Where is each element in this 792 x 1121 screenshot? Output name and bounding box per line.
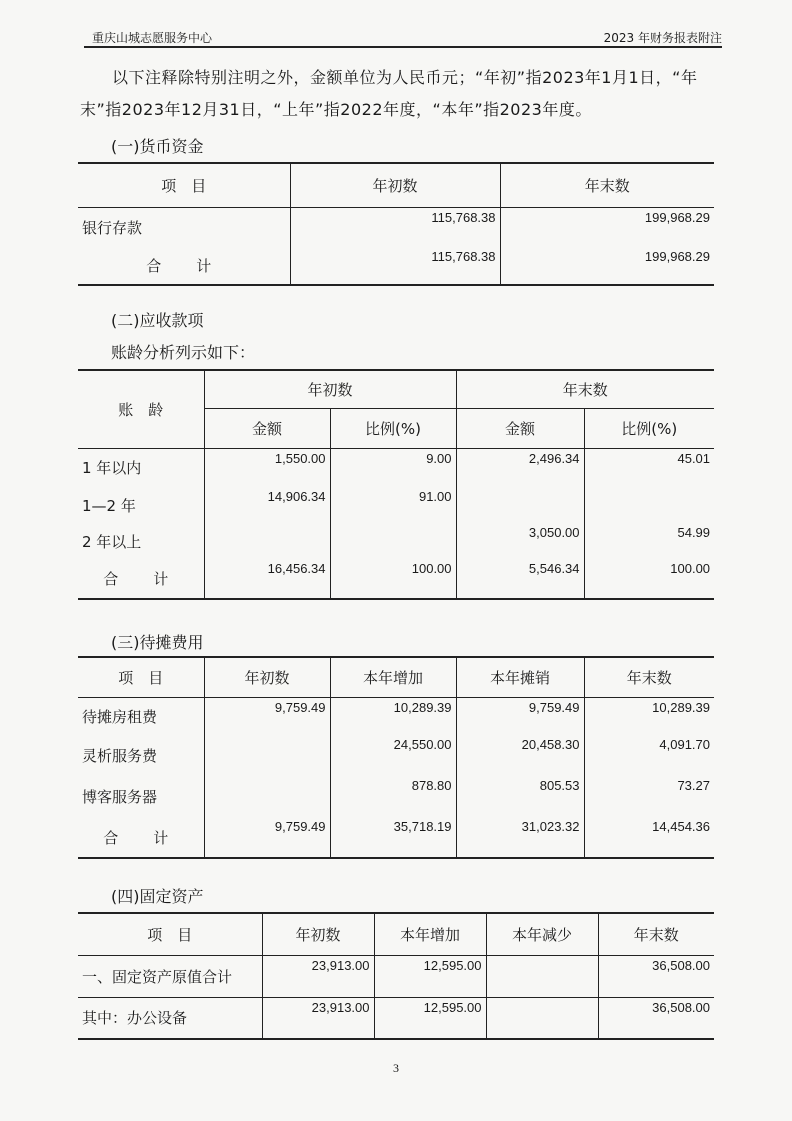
col-header-amount: 金额	[456, 408, 584, 448]
table-row	[78, 776, 714, 817]
cell-end: 36,508.00	[598, 955, 714, 997]
cell-end-amount: 5,546.34	[456, 559, 584, 599]
row-label: 待摊房租费	[78, 697, 204, 735]
table-row	[78, 207, 714, 247]
cell-end: 14,454.36	[584, 817, 714, 858]
col-header-begin: 年初数	[204, 370, 456, 408]
cell-begin: 23,913.00	[262, 955, 374, 997]
cell-end-amount: 2,496.34	[456, 448, 584, 487]
row-label: 1—2 年	[78, 487, 204, 523]
col-header-decrease: 本年减少	[486, 913, 598, 955]
receivables-table	[78, 369, 714, 600]
cell-begin-amount: 16,456.34	[204, 559, 330, 599]
col-header-ratio: 比例(%)	[330, 408, 456, 448]
row-label: 合 计	[78, 817, 204, 858]
col-header-age: 账 龄	[78, 370, 204, 448]
report-title: 2023 年财务报表附注	[603, 31, 722, 45]
cell-end: 4,091.70	[584, 735, 714, 776]
col-header-end: 年末数	[456, 370, 714, 408]
cell-increase: 10,289.39	[330, 697, 456, 735]
col-header-ratio: 比例(%)	[584, 408, 714, 448]
cell-end-ratio: 54.99	[584, 523, 714, 559]
row-label: 合 计	[78, 559, 204, 599]
cell-amortized: 31,023.32	[456, 817, 584, 858]
row-label: 合 计	[78, 247, 290, 285]
cell-end-ratio: 45.01	[584, 448, 714, 487]
row-label: 2 年以上	[78, 523, 204, 559]
page-number: 3	[393, 1061, 399, 1075]
col-header-increase: 本年增加	[330, 657, 456, 697]
cell-end-amount: 3,050.00	[456, 523, 584, 559]
section-title-cash: (一)货币资金	[111, 137, 204, 156]
section-title-prepaid: (三)待摊费用	[111, 633, 204, 652]
table-row-total	[78, 247, 714, 285]
cell-begin-ratio: 9.00	[330, 448, 456, 487]
table-row	[78, 735, 714, 776]
cell-end: 73.27	[584, 776, 714, 817]
row-label: 其中：办公设备	[78, 997, 262, 1039]
col-header-begin: 年初数	[262, 913, 374, 955]
cell-begin: 115,768.38	[290, 247, 500, 285]
col-header-amount: 金额	[204, 408, 330, 448]
cell-begin-amount: 14,906.34	[204, 487, 330, 523]
cell-begin-amount: 1,550.00	[204, 448, 330, 487]
cell-begin: 115,768.38	[290, 207, 500, 247]
cell-decrease	[486, 997, 598, 1039]
cell-amortized: 20,458.30	[456, 735, 584, 776]
cell-begin-ratio: 100.00	[330, 559, 456, 599]
cell-amortized: 805.53	[456, 776, 584, 817]
org-name: 重庆山城志愿服务中心	[92, 31, 213, 45]
cell-begin: 23,913.00	[262, 997, 374, 1039]
cell-begin: 9,759.49	[204, 697, 330, 735]
cell-begin: 9,759.49	[204, 817, 330, 858]
prepaid-table	[78, 656, 714, 859]
section-title-fixed-assets: (四)固定资产	[111, 887, 204, 906]
page-header	[84, 27, 722, 47]
table-row-total	[78, 559, 714, 599]
cell-end-ratio	[584, 487, 714, 523]
cash-table	[78, 162, 714, 286]
cell-decrease	[486, 955, 598, 997]
cell-begin-ratio	[330, 523, 456, 559]
header-rule	[84, 46, 722, 48]
row-label: 博客服务器	[78, 776, 204, 817]
table-row	[78, 997, 714, 1039]
cell-end-amount	[456, 487, 584, 523]
cell-end: 36,508.00	[598, 997, 714, 1039]
table-row	[78, 697, 714, 735]
table-row	[78, 448, 714, 487]
cell-end: 10,289.39	[584, 697, 714, 735]
table-row	[78, 523, 714, 559]
table-row-total	[78, 817, 714, 858]
cell-increase: 878.80	[330, 776, 456, 817]
row-label: 银行存款	[78, 207, 290, 247]
col-header-begin: 年初数	[204, 657, 330, 697]
row-label: 灵析服务费	[78, 735, 204, 776]
cell-increase: 12,595.00	[374, 955, 486, 997]
cell-begin	[204, 776, 330, 817]
cell-begin-ratio: 91.00	[330, 487, 456, 523]
cell-begin-amount	[204, 523, 330, 559]
col-header-item: 项 目	[78, 913, 262, 955]
col-header-item: 项 目	[78, 163, 290, 207]
aging-subtitle: 账龄分析列示如下：	[111, 343, 256, 362]
cell-increase: 12,595.00	[374, 997, 486, 1039]
section-title-receivables: (二)应收款项	[111, 311, 204, 330]
cell-begin	[204, 735, 330, 776]
intro-paragraph: 以下注释除特别注明之外，金额单位为人民币元；“年初”指2023年1月1日，“年末”指2023年12月31日，“上年”指2022年度，“本年”指2023年度。	[80, 68, 698, 119]
cell-end: 199,968.29	[500, 207, 714, 247]
col-header-increase: 本年增加	[374, 913, 486, 955]
col-header-begin: 年初数	[290, 163, 500, 207]
cell-end: 199,968.29	[500, 247, 714, 285]
col-header-amortized: 本年摊销	[456, 657, 584, 697]
row-label: 1 年以内	[78, 448, 204, 487]
row-label: 一、固定资产原值合计	[78, 955, 262, 997]
table-row	[78, 955, 714, 997]
cell-increase: 24,550.00	[330, 735, 456, 776]
col-header-item: 项 目	[78, 657, 204, 697]
col-header-end: 年末数	[500, 163, 714, 207]
col-header-end: 年末数	[584, 657, 714, 697]
col-header-end: 年末数	[598, 913, 714, 955]
fixed-assets-table	[78, 912, 714, 1040]
cell-end-ratio: 100.00	[584, 559, 714, 599]
table-row	[78, 487, 714, 523]
cell-increase: 35,718.19	[330, 817, 456, 858]
cell-amortized: 9,759.49	[456, 697, 584, 735]
